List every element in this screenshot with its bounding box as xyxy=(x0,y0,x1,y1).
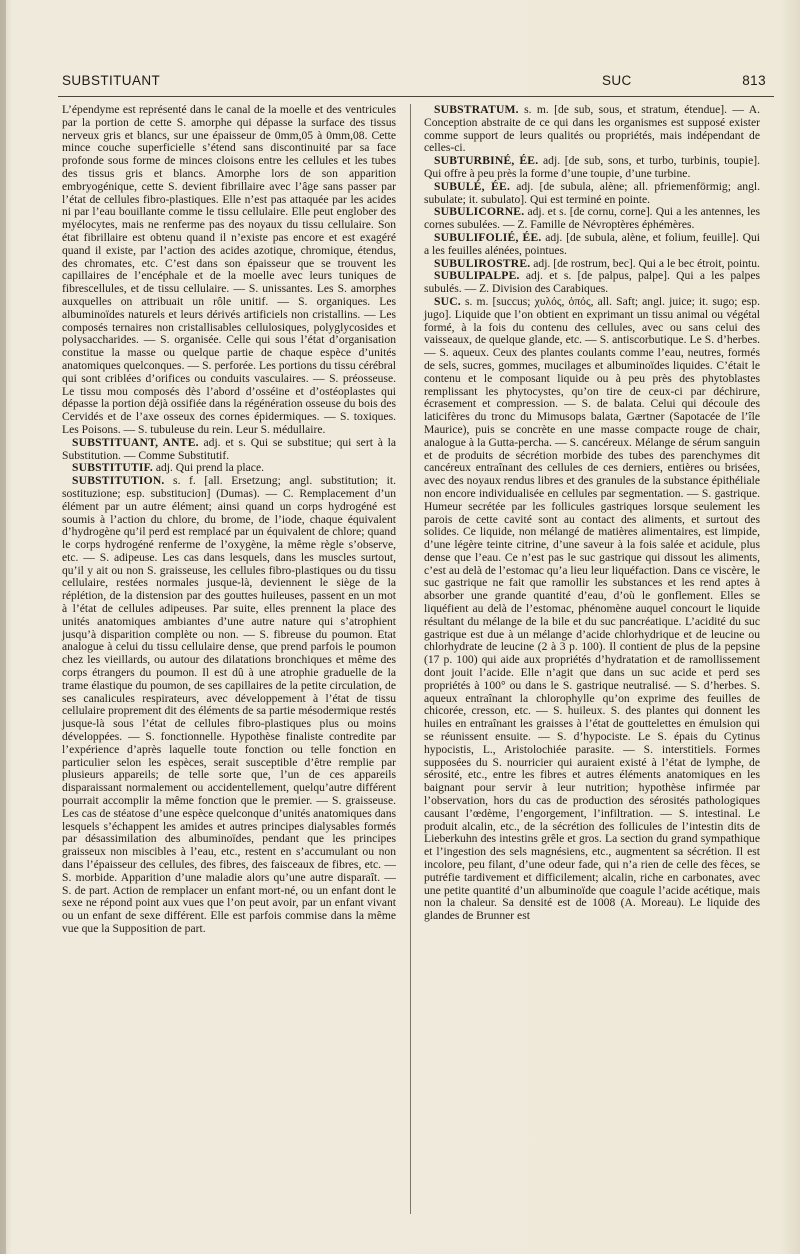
entry-text: adj. Qui prend la place. xyxy=(152,461,264,475)
dictionary-entry xyxy=(424,296,760,923)
entry-text: s. f. [all. Ersetzung; angl. substitution; it. sostituzione; esp. substitucion] (Dumas). — C. Remplacement d’un élément par un autre élément; ainsi quand un corps hydrogéné est soumis à l’action du chlore, du brome, de l’iode, chaque équivalent d’hydrogène qu’il perd est remplacé par un équivalent de chlore; quand le corps hydrogéné renferme de l’oxygène, la même règle s’observe, etc. — S. adipeuse. Les cas dans lesquels, dans les muscles surtout, qu’il y ait ou non S. graisseuse, les cellules fibro-plastiques ou du tissu cellulaire, restées normales jusque-là, deviennent le siège de la réplétion, de la distension par des gouttes huileuses, passent en un mot à l’état de cellules adipeuses. Par suite, elles prennent la place des unités anatomiques ambiantes d’une autre nature qui s’atrophient jusqu’à disparition complète ou non. — S. fibreuse du poumon. Etat analogue à celui du tissu cellulaire dense, que prend parfois le poumon chez les vieillards, ou autour des dilatations bronchiques et même des corps étrangers du poumon. Il est dû à une atrophie graduelle de la trame élastique du poumon, de ses capillaires de la petite circulation, de ses canalicules respirateurs, avec développement à l’état de tissu cellulaire proprement dit des éléments de sa partie mésodermique restés jusque-là sous l’état de cellules fibro-plastiques plus ou moins développées. — S. fonctionnelle. Hypothèse finaliste contredite par l’expérience d’après laquelle toute fonction ou telle fonction en particulier selon les espèces, serait susceptible d’être remplie par plusieurs appareils; de telle sorte que, l’un de ces appareils disparaissant normalement ou accidentellement, quelqu’autre différent pourrait accomplir la même fonction que le premier. — S. graisseuse. Les cas de stéatose d’une espèce quelconque d’unités anatomiques dans lesquels s’échappent les amides et autres principes dialysables formés par désassimilation des albuminoïdes, pendant que les principes graisseux non miscibles à l’eau, etc., restent en s’accumulant ou non dans l’épaisseur des cellules, des fibres, des faisceaux de fibres, etc. — S. morbide. Apparition d’une maladie alors qu’une autre disparaît. — S. de part. Action de remplacer un enfant mort-né, ou un enfant dont le sexe ne répond point aux vues que l’on peut avoir, par un enfant vivant ou un enfant de sexe différent. Elle est parfois commise dans la même vue que la Supposition de part. xyxy=(62,474,396,935)
dictionary-entry xyxy=(424,155,760,181)
dictionary-entry xyxy=(424,206,760,232)
entry-headword: SUBULÉ, ÉE. xyxy=(434,179,511,193)
dictionary-entry xyxy=(424,181,760,207)
entry-headword: SUBTURBINÉ, ÉE. xyxy=(434,154,539,168)
entry-text: adj. et s. Qui se substitue; qui sert à la Substitution. — Comme Substitutif. xyxy=(62,435,396,462)
continued-paragraph xyxy=(62,104,396,437)
dictionary-entry xyxy=(424,270,760,296)
entry-headword: SUBSTITUTIF. xyxy=(72,461,153,475)
header-center-word: SUC xyxy=(602,73,632,88)
page-number: 813 xyxy=(742,73,766,88)
entry-text: adj. [de rostrum, bec]. Qui a le bec étroit, pointu. xyxy=(530,256,760,270)
entry-headword: SUBULICORNE. xyxy=(434,205,525,219)
scan-edge-shadow xyxy=(0,0,6,1254)
entry-text: adj. et s. [de cornu, corne]. Qui a les antennes, les cornes subulées. — Z. Famille de Névroptères éphémères. xyxy=(424,205,760,232)
entry-headword: SUBULIFOLIÉ, ÉE. xyxy=(434,230,542,244)
entry-headword: SUC. xyxy=(434,294,461,308)
entry-text: adj. et s. [de palpus, palpe]. Qui a les palpes subulés. — Z. Division des Carabiques. xyxy=(424,269,760,296)
dictionary-entry xyxy=(424,104,760,155)
entry-text: s. m. [de sub, sous, et stratum, étendue]. — A. Conception abstraite de ce qui dans les organismes est supposé exister comme support de leurs qualités ou propriétés, mais indépendant de celles-ci. xyxy=(424,103,760,155)
header-left-word: SUBSTITUANT xyxy=(62,73,161,88)
entry-headword: SUBSTITUANT, ANTE. xyxy=(72,435,199,449)
right-column xyxy=(424,104,760,923)
entry-text: adj. [de subula, alène; all. pfriemenförmig; angl. subulate; it. subulato]. Qui est terminé en pointe. xyxy=(424,179,760,206)
header-rule xyxy=(58,96,774,97)
entry-headword: SUBULIROSTRE. xyxy=(434,256,531,270)
left-column xyxy=(62,104,396,936)
running-header xyxy=(62,73,770,97)
dictionary-entry xyxy=(62,437,396,463)
dictionary-entry xyxy=(424,232,760,258)
dictionary-entry xyxy=(62,475,396,936)
entry-text: adj. [de sub, sons, et turbo, turbinis, toupie]. Qui offre à peu près la forme d’une toupie, d’une turbine. xyxy=(424,154,761,180)
entry-headword: SUBULIPALPE. xyxy=(434,269,520,283)
entry-headword: SUBSTITUTION. xyxy=(72,474,165,488)
entry-headword: SUBSTRATUM. xyxy=(434,103,519,116)
column-divider xyxy=(410,104,411,1214)
entry-text: L’épendyme est représenté dans le canal de la moelle et des ventricules par la portion de cette S. amorphe qui dépasse la surface des tissus nerveux gris et blancs, sur une épaisseur de 0mm,05 à 0mm,08. Cette mince couche superficielle s’étend sans discontinuité par sa face profonde sous forme de minces cloisons entre les cellules et les tubes des tissus gris et blancs. Amorphe lors de son apparition embryogénique, cette S. devient fibrillaire avec l’âge sans passer par l’état de cellules fibro-plastiques. Elle n’est pas attaquée par les acides ni par l’eau bouillante comme le tissu cellulaire. Elle peut englober des myélocytes, mais ne renferme pas des noyaux du tissu cellulaire. Son état fibrillaire est obtenu quand il n’existe pas encore et est exagéré quand il existe, par l’action des acides azotique, chromique, étendus, des chromates, etc. C’est dans son épaisseur que se trouvent les capillaires de l’encéphale et de la moelle avec leurs tuniques de fibrescellules, et de tissu cellulaire. — S. unissantes. Les S. amorphes auxquelles on attribuait un rôle unitif. — S. organiques. Les albuminoïdes naturels et leurs dérivés artificiels non cristallins. — Les composés ternaires non cristallisables cellulosiques, polyglycosides et polysaccharides. — S. organisée. Celle qui sous l’état d’organisation constitue la masse ou quelque partie de chaque espèce d’unités anatomiques quelconques. — S. perforée. Les portions du tissu cérébral qui sont criblées d’orifices ou conduits vasculaires. — S. préosseuse. Le tissu mou composés dès l’abord d’osséine et d’ostéoplastes qui dépasse la portion déjà ossifiée dans la régénération osseuse du bois des Cervidés et de l’axe osseux des cornes épidermiques. — S. toxiques. Les Poisons. — S. tubuleuse du rein. Leur S. médullaire. xyxy=(62,103,396,436)
entry-text: s. m. [succus; χυλός, ὀπός, all. Saft; angl. juice; it. sugo; esp. jugo]. Liquide que l’on obtient en exprimant un tissu animal ou végétal formé, à la fois du contenu des cellules, avec ou sans celui des vaisseaux, de quelque glande, etc. — S. antiscorbutique. Le S. d’herbes. — S. aqueux. Ceux des plantes coulants comme l’eau, neutres, formés de sels, sucres, gommes, mucilages et albuminoïdes liquides. C’était le contenu et le composant liquide ou à peu près des phytoblastes remplissant les phytocystes, qu’on tire de ceux-ci par déchirure, écrasement et compression. — S. de balata. Celui qui découle des laticifères du tronc du Mimusops balata, Gærtner (Sapotacée de l’île Maurice), puis se concrète en une masse compacte rouge de chair, analogue à la Gutta-percha. — S. cancéreux. Mélange de sérum sanguin et de produits de sécrétion morbide des tubes des parenchymes dit cancéreux entraînant des cellules de ces derniers, entières ou brisées, avec des noyaux rendus libres et des granules de la substance épithéliale non encore individualisée en cellules par segmentation. — S. gastrique. Humeur secrétée par les follicules gastriques lorsque seulement les parois de cette cavité sont au contact des aliments, et surtout des solides. Ce liquide, non mélangé de matières alimentaires, est limpide, d’une légère teinte citrine, d’une saveur à la fois salée et acidule, plus dense que l’eau. Ce n’est pas le suc gastrique qui dissout les aliments, c’est au delà de l’estomac qu’a lieu leur liquéfaction. Dans ce viscère, le suc gastrique ne fait que ramollir les substances et les rend aptes à absorber une grande quantité d’eau, d’où le gonflement. Elles se liquéfient au delà de l’estomac, phénomène auquel concourt le liquide résultant du mélange de la bile et du suc pancréatique. L’acidité du suc gastrique est due à un mélange d’acide chlorhydrique et de leucine ou chlorhydrate de leucine (2 à 3 p. 100). Il contient de plus de la pepsine (17 p. 100) qui aide aux propriétés d’hydratation et de ramollissement dont jouit l’acide. Elle n’agit que dans un suc acide et perd ses propriétés à 100° ou dans le S. gastrique neutralisé. — S. d’herbes. S. aqueux entraînant la chlorophylle qu’on exprime des feuilles de chicorée, cresson, etc. — S. huileux. S. des plantes qui donnent les huiles en entraînant les graisses à l’état de gouttelettes en émulsion qui se réunissent ensuite. — S. d’hypociste. Le S. épais du Cytinus hypocistis, L., Aristolochiée parasite. — S. interstitiels. Formes supposées du S. nourricier qui auraient existé à l’état de lymphe, de sérosité, etc., entre les fibres et autres éléments anatomiques en les baignant pour servir à leur nutrition; hypothèse infirmée par l’observation, hors du cas de production des sérosités pathologiques causant l’œdème, l’engorgement, l’infiltration. — S. intestinal. Le produit alcalin, etc., de la sécrétion des follicules de l’intestin dits de Lieberkuhn des intestins grêle et gros. La section du grand sympathique et l’ingestion des sels magnésiens, etc., augmentent sa sécrétion. Il est incolore, peu filant, d’une odeur fade, qui n’a rien de celle des fèces, se putréfie tardivement et difficilement; alcalin, riche en carbonates, avec une petite quantité d’un albuminoïde que coagule l’acide acétique, mais non la chaleur. Sa densité est de 1008 (A. Moreau). Le liquide des glandes de Brunner est xyxy=(424,294,760,923)
entry-text: adj. [de subula, alène, et folium, feuille]. Qui a les feuilles alénées, pointues. xyxy=(424,230,760,257)
